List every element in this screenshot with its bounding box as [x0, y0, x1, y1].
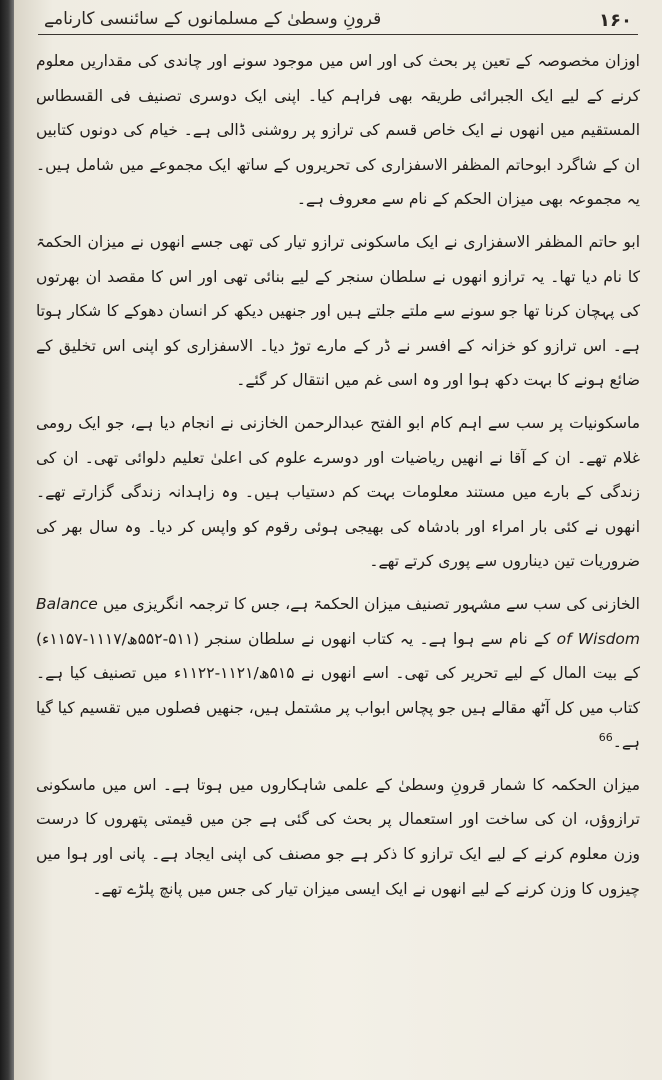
page-header [38, 8, 638, 35]
paragraph-4-text-after: کے نام سے ہوا ہے۔ یہ کتاب انھوں نے سلطان سنجر (۵۱۱-۵۵۲ھ/۱۱۱۷-۱۱۵۷ء) کے بیت المال کے لیے تحریر کی تھی۔ اسے انھوں نے ۵۱۵ھ/۱۱۲۱-۱۱۲۲ء میں تصنیف کیا ہے۔ کتاب میں کل آٹھ مقالے ہیں جو پچاس ابواب پر مشتمل ہیں، جنھیں فصلوں میں تقسیم کیا گیا ہے۔ [36, 629, 640, 752]
paragraph-1: اوزان مخصوصہ کے تعین پر بحث کی اور اس میں موجود سونے اور چاندی کی مقداریں معلوم کرنے کے لیے ایک الجبرائی طریقہ بھی فراہم کیا۔ اپنی ایک دوسری تصنیف فی القسطاس المستقیم میں انھوں نے ایک خاص قسم کی ترازو پر روشنی ڈالی ہے۔ خیام کی دونوں کتابیں ان کے شاگرد ابوحاتم المظفر الاسفزاری کی تحریروں کے ساتھ ایک مجموعے میں شامل ہیں۔ یہ مجموعہ بھی میزان الحکم کے نام سے معروف ہے۔ [36, 52, 640, 209]
paragraph-2: ابو حاتم المظفر الاسفزاری نے ایک ماسکونی ترازو تیار کی تھی جسے انھوں نے میزان الحکمۃ کا نام دیا تھا۔ یہ ترازو انھوں نے سلطان سنجر کے لیے بنائی تھی اور اس کا مقصد ان بھرتوں کی پہچان کرنا تھا جو سونے سے ملتے جلتے ہیں اور جنھیں دیکھ کر انسان دھوکے کا شکار ہوتا ہے۔ اس ترازو کو خزانہ کے افسر نے ڈر کے مارے توڑ دیا۔ الاسفزاری کو اپنی اس تخلیق کے ضائع ہونے کا بہت دکھ ہوا اور وہ اسی غم میں انتقال کر گئے۔ [36, 232, 640, 390]
page-number: ۱۶۰ [599, 10, 632, 31]
paragraph-4-text-before: الخازنی کی سب سے مشہور تصنیف میزان الحکمۃ ہے، جس کا ترجمہ انگریزی میں [102, 594, 640, 613]
paragraph-3: ماسکونیات پر سب سے اہم کام ابو الفتح عبدالرحمن الخازنی نے انجام دیا ہے، جو ایک رومی غلام تھے۔ ان کے آقا نے انھیں ریاضیات اور دوسرے علوم کی اعلیٰ تعلیم دلوائی تھی۔ ان کی زندگی کے بارے میں مستند معلومات بہت کم دستیاب ہیں۔ وہ زاہدانہ زندگی گزارتے تھے۔ انھوں نے کئی بار امراء اور بادشاہ کی بھیجی ہوئی رقوم کو واپس کر دیا۔ وہ سال بھر کی ضروریات تین دیناروں سے پوری کرتے تھے۔ [36, 413, 640, 571]
running-title: قرونِ وسطیٰ کے مسلمانوں کے سائنسی کارنامے [44, 9, 382, 29]
footnote-reference: 66 [598, 731, 613, 745]
book-page [14, 0, 662, 1080]
book-spine-shadow [0, 0, 14, 1080]
body-text [36, 44, 640, 914]
english-title: Balance of Wisdom [36, 594, 640, 648]
paragraph-4 [36, 587, 640, 760]
paragraph-5: میزان الحکمہ کا شمار قرونِ وسطیٰ کے علمی شاہکاروں میں ہوتا ہے۔ اس میں ماسکونی ترازوؤں، ان کی ساخت اور استعمال پر بحث کی گئی ہے جن میں قیمتی پتھروں کا درست وزن معلوم کرنے کے لیے ایک ترازو کا ذکر ہے جو مصنف کی اپنی ایجاد ہے۔ پانی اور ہوا میں چیزوں کا وزن کرنے کے لیے انھوں نے ایک ایسی میزان تیار کی جس میں پانچ پلڑے تھے۔ [36, 775, 640, 898]
